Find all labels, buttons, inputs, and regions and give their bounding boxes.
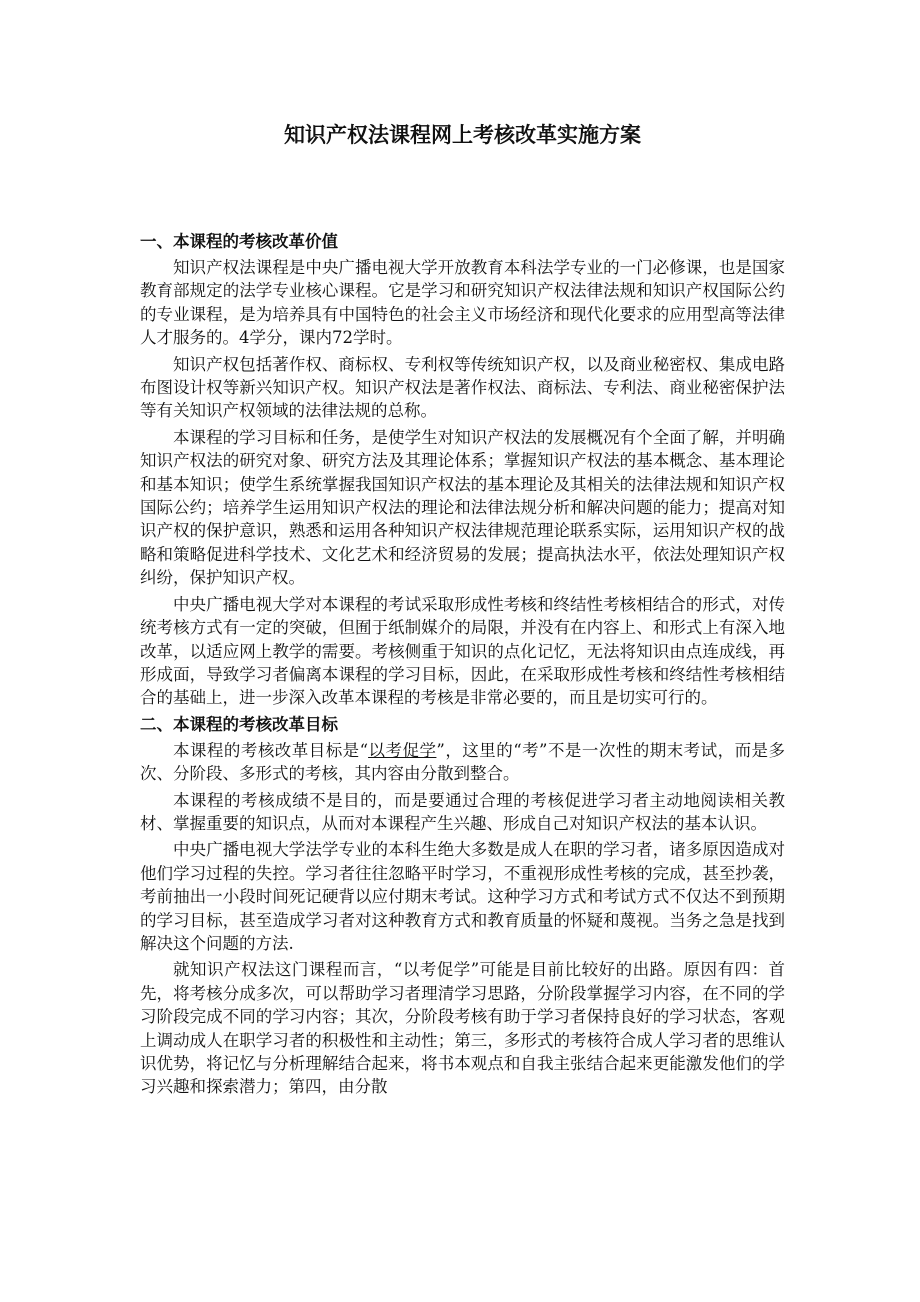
paragraph: 中央广播电视大学法学专业的本科生绝大多数是成人在职的学习者，诸多原因造成对他们学习过程的失控。学习者往往忽略平时学习，不重视形成性考核的完成，甚至抄袭，考前抽出一小段时间死记硬背以应付期末考试。这种学习方式和考试方式不仅达不到预期的学习目标，甚至造成学习者对这种教育方式和教育质量的怀疑和蔑视。当务之急是找到解决这个问题的方法. [140,840,785,953]
section-heading-2: 二、本课程的考核改革目标 [140,714,338,734]
paragraph: 知识产权法课程是中央广播电视大学开放教育本科法学专业的一门必修课，也是国家教育部规定的法学专业核心课程。它是学习和研究知识产权法律法规和知识产权国际公约的专业课程，是为培养具有中国特色的社会主义市场经济和现代化要求的应用型高等法律人才服务的。4学分，课内72学时。 [140,258,785,348]
paragraph: 本课程的学习目标和任务，是使学生对知识产权法的发展概况有个全面了解，并明确知识产权法的研究对象、研究方法及其理论体系；掌握知识产权法的基本概念、基本理论和基本知识；使学生系统掌握我国知识产权法的基本理论及其相关的法律法规和知识产权国际公约；培养学生运用知识产权法的理论和法律法规分析和解决问题的能力；提高对知识产权的保护意识，熟悉和运用各种知识产权法律规范理论联系实际，运用知识产权的战略和策略促进科学技术、文化艺术和经济贸易的发展；提高执法水平，依法处理知识产权纠纷，保护知识产权。 [140,427,785,588]
paragraph: 本课程的考核成绩不是目的，而是要通过合理的考核促进学习者主动地阅读相关教材、掌握重要的知识点，从而对本课程产生兴趣、形成自己对知识产权法的基本认识。 [140,790,785,833]
paragraph [140,739,785,786]
paragraph: 知识产权包括著作权、商标权、专利权等传统知识产权，以及商业秘密权、集成电路布图设计权等新兴知识产权。知识产权法是著作权法、商标法、专利法、商业秘密保护法等有关知识产权领域的法律法规的总称。 [140,354,785,421]
text-run: ”，这里的“考”不是一次性的期末考试，而是多次、分阶段、多形式的考核，其内容由分散到整合。 [140,740,786,784]
document-body [140,230,785,1102]
underlined-phrase: 以考促学 [368,740,437,760]
document-title: 知识产权法课程网上考核改革实施方案 [284,123,641,147]
text-run: 本课程的考核改革目标是“ [173,740,369,760]
paragraph: 就知识产权法这门课程而言，“以考促学”可能是目前比较好的出路。原因有四：首先，将考核分成多次，可以帮助学习者理清学习思路，分阶段掌握学习内容，在不同的学习阶段完成不同的学习内容；其次，分阶段考核有助于学习者保持良好的学习状态，客观上调动成人在职学习者的积极性和主动性；第三，多形式的考核符合成人学习者的思维认识优势，将记忆与分析理解结合起来，将书本观点和自我主张结合起来更能激发他们的学习兴趣和探索潜力；第四，由分散 [140,960,785,1097]
paragraph: 中央广播电视大学对本课程的考试采取形成性考核和终结性考核相结合的形式，对传统考核方式有一定的突破，但囿于纸制媒介的局限，并没有在内容上、和形式上有深入地改革，以适应网上教学的需要。考核侧重于知识的点化记忆，无法将知识由点连成线，再形成面，导致学习者偏离本课程的学习目标，因此，在采取形成性考核和终结性考核相结合的基础上，进一步深入改革本课程的考核是非常必要的，而且是切实可行的。 [140,594,785,708]
section-heading-1: 一、本课程的考核改革价值 [140,232,338,251]
